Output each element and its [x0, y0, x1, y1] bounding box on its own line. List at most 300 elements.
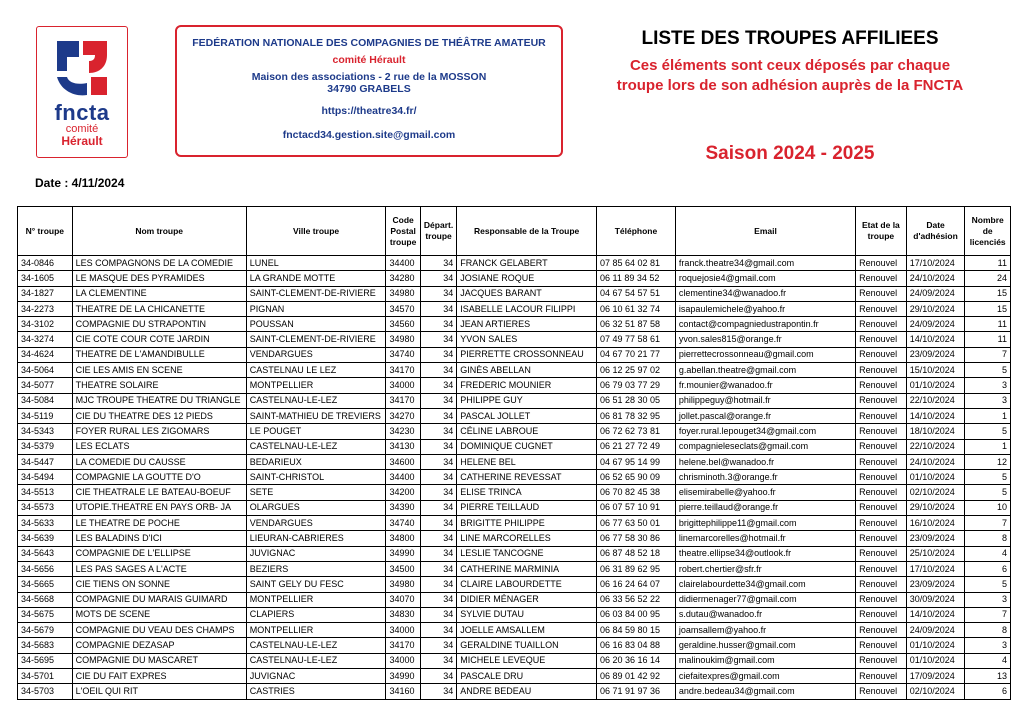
postal-code-cell: 34000 [386, 378, 420, 393]
troupe-name-cell: COMPAGNIE DE L'ELLIPSE [72, 546, 246, 561]
department-cell: 34 [420, 577, 456, 592]
troupe-number-cell: 34-5447 [18, 454, 73, 469]
licensee-count-cell: 11 [965, 332, 1011, 347]
phone-cell: 06 71 91 97 36 [596, 684, 675, 699]
troupe-city-cell: SAINT-CLEMENT-DE-RIVIERE [246, 286, 386, 301]
department-cell: 34 [420, 347, 456, 362]
membership-date-cell: 23/09/2024 [906, 577, 965, 592]
department-cell: 34 [420, 439, 456, 454]
manager-name-cell: PASCAL JOLLET [457, 408, 597, 423]
troupe-city-cell: PIGNAN [246, 301, 386, 316]
phone-cell: 06 03 84 00 95 [596, 607, 675, 622]
department-cell: 34 [420, 424, 456, 439]
troupe-city-cell: MONTPELLIER [246, 623, 386, 638]
manager-name-cell: GERALDINE TUAILLON [457, 638, 597, 653]
fncta-emblem-icon [53, 37, 111, 99]
logo-comite: comité [65, 123, 99, 135]
manager-name-cell: JEAN ARTIERES [457, 317, 597, 332]
membership-date-cell: 24/09/2024 [906, 623, 965, 638]
email-cell[interactable]: s.dutau@wanadoo.fr [675, 607, 855, 622]
troupe-number-cell: 34-3274 [18, 332, 73, 347]
phone-cell: 06 16 24 64 07 [596, 577, 675, 592]
table-row [18, 470, 1011, 485]
logo-wordmark: fncta [54, 100, 110, 125]
membership-date-cell: 01/10/2024 [906, 638, 965, 653]
membership-date-cell: 24/09/2024 [906, 317, 965, 332]
troupe-name-cell: LES PAS SAGES A L'ACTE [72, 561, 246, 576]
table-row [18, 592, 1011, 607]
licensee-count-cell: 15 [965, 301, 1011, 316]
status-cell: Renouvel [856, 332, 907, 347]
postal-code-cell: 34000 [386, 653, 420, 668]
troupe-name-cell: MOTS DE SCENE [72, 607, 246, 622]
email-cell[interactable]: chrisminoth.3@orange.fr [675, 470, 855, 485]
column-header: Code Postal troupe [386, 207, 420, 256]
postal-code-cell: 34570 [386, 301, 420, 316]
troupes-table [17, 206, 1011, 700]
troupe-number-cell: 34-5573 [18, 500, 73, 515]
membership-date-cell: 14/10/2024 [906, 607, 965, 622]
troupe-number-cell: 34-1605 [18, 271, 73, 286]
troupe-name-cell: LES COMPAGNONS DE LA COMEDIE [72, 256, 246, 271]
table-row [18, 301, 1011, 316]
table-row [18, 638, 1011, 653]
manager-name-cell: JACQUES BARANT [457, 286, 597, 301]
troupe-city-cell: SAINT GELY DU FESC [246, 577, 386, 592]
membership-date-cell: 02/10/2024 [906, 485, 965, 500]
postal-code-cell: 34070 [386, 592, 420, 607]
membership-date-cell: 01/10/2024 [906, 378, 965, 393]
table-row [18, 363, 1011, 378]
troupe-number-cell: 34-2273 [18, 301, 73, 316]
licensee-count-cell: 3 [965, 378, 1011, 393]
email-cell[interactable]: robert.chertier@sfr.fr [675, 561, 855, 576]
status-cell: Renouvel [856, 669, 907, 684]
table-header-row [18, 207, 1011, 256]
membership-date-cell: 15/10/2024 [906, 363, 965, 378]
status-cell: Renouvel [856, 607, 907, 622]
manager-name-cell: JOSIANE ROQUE [457, 271, 597, 286]
troupe-number-cell: 34-5643 [18, 546, 73, 561]
status-cell: Renouvel [856, 561, 907, 576]
licensee-count-cell: 6 [965, 684, 1011, 699]
email-cell[interactable]: isapaulemichele@yahoo.fr [675, 301, 855, 316]
department-cell: 34 [420, 531, 456, 546]
troupe-city-cell: LE POUGET [246, 424, 386, 439]
phone-cell: 06 21 27 72 49 [596, 439, 675, 454]
postal-code-cell: 34270 [386, 408, 420, 423]
email-cell[interactable]: brigittephilippe11@gmail.com [675, 516, 855, 531]
phone-cell: 06 72 62 73 81 [596, 424, 675, 439]
table-row [18, 424, 1011, 439]
troupe-city-cell: BEZIERS [246, 561, 386, 576]
department-cell: 34 [420, 653, 456, 668]
phone-cell: 06 31 89 62 95 [596, 561, 675, 576]
troupe-name-cell: CIE DU FAIT EXPRES [72, 669, 246, 684]
membership-date-cell: 18/10/2024 [906, 424, 965, 439]
troupe-name-cell: THEATRE DE L'AMANDIBULLE [72, 347, 246, 362]
licensee-count-cell: 8 [965, 531, 1011, 546]
troupe-number-cell: 34-5683 [18, 638, 73, 653]
troupe-name-cell: CIE THEATRALE LE BATEAU-BOEUF [72, 485, 246, 500]
email-cell[interactable]: pierre.teillaud@orange.fr [675, 500, 855, 515]
status-cell: Renouvel [856, 439, 907, 454]
phone-cell: 06 79 03 77 29 [596, 378, 675, 393]
manager-name-cell: CATHERINE REVESSAT [457, 470, 597, 485]
status-cell: Renouvel [856, 638, 907, 653]
department-cell: 34 [420, 470, 456, 485]
column-header: Date d'adhésion [906, 207, 965, 256]
phone-cell: 07 85 64 02 81 [596, 256, 675, 271]
troupe-city-cell: BEDARIEUX [246, 454, 386, 469]
email-cell[interactable]: yvon.sales815@orange.fr [675, 332, 855, 347]
email-cell[interactable]: pierrettecrossonneau@gmail.com [675, 347, 855, 362]
fncta-logo [36, 26, 128, 158]
troupe-name-cell: COMPAGNIE LA GOUTTE D'O [72, 470, 246, 485]
postal-code-cell: 34390 [386, 500, 420, 515]
table-row [18, 332, 1011, 347]
phone-cell: 06 11 89 34 52 [596, 271, 675, 286]
status-cell: Renouvel [856, 577, 907, 592]
email-cell[interactable]: clementine34@wanadoo.fr [675, 286, 855, 301]
table-row [18, 454, 1011, 469]
licensee-count-cell: 5 [965, 424, 1011, 439]
federation-name: FEDÉRATION NATIONALE DES COMPAGNIES DE THÉÂTRE AMATEUR [192, 37, 546, 49]
email-cell[interactable]: philippeguy@hotmail.fr [675, 393, 855, 408]
postal-code-cell: 34400 [386, 470, 420, 485]
troupe-number-cell: 34-5665 [18, 577, 73, 592]
email-cell[interactable]: jollet.pascal@orange.fr [675, 408, 855, 423]
email-cell[interactable]: roquejosie4@gmail.com [675, 271, 855, 286]
troupe-number-cell: 34-5701 [18, 669, 73, 684]
troupe-number-cell: 34-0846 [18, 256, 73, 271]
troupe-name-cell: FOYER RURAL LES ZIGOMARS [72, 424, 246, 439]
table-row [18, 669, 1011, 684]
troupe-city-cell: LA GRANDE MOTTE [246, 271, 386, 286]
column-header: Départ. troupe [420, 207, 456, 256]
column-header: Email [675, 207, 855, 256]
status-cell: Renouvel [856, 531, 907, 546]
postal-code-cell: 34000 [386, 623, 420, 638]
table-row [18, 256, 1011, 271]
licensee-count-cell: 5 [965, 363, 1011, 378]
department-cell: 34 [420, 271, 456, 286]
phone-cell: 06 84 59 80 15 [596, 623, 675, 638]
manager-name-cell: PIERRE TEILLAUD [457, 500, 597, 515]
troupe-number-cell: 34-1827 [18, 286, 73, 301]
troupe-name-cell: THEATRE DE LA CHICANETTE [72, 301, 246, 316]
phone-cell: 06 32 51 87 58 [596, 317, 675, 332]
troupe-number-cell: 34-5084 [18, 393, 73, 408]
troupe-city-cell: JUVIGNAC [246, 546, 386, 561]
column-header: Nombre de licenciés [965, 207, 1011, 256]
phone-cell: 06 51 28 30 05 [596, 393, 675, 408]
troupe-number-cell: 34-5639 [18, 531, 73, 546]
licensee-count-cell: 3 [965, 638, 1011, 653]
troupe-number-cell: 34-5119 [18, 408, 73, 423]
troupe-name-cell: UTOPIE.THEATRE EN PAYS ORB- JA [72, 500, 246, 515]
department-cell: 34 [420, 454, 456, 469]
licensee-count-cell: 6 [965, 561, 1011, 576]
troupe-number-cell: 34-3102 [18, 317, 73, 332]
licensee-count-cell: 24 [965, 271, 1011, 286]
logo-region: Hérault [61, 134, 103, 148]
manager-name-cell: CATHERINE MARMINIA [457, 561, 597, 576]
status-cell: Renouvel [856, 485, 907, 500]
email-cell[interactable]: clairelabourdette34@gmail.com [675, 577, 855, 592]
status-cell: Renouvel [856, 317, 907, 332]
troupe-city-cell: CASTRIES [246, 684, 386, 699]
troupe-name-cell: COMPAGNIE DU MASCARET [72, 653, 246, 668]
licensee-count-cell: 15 [965, 286, 1011, 301]
phone-cell: 06 87 48 52 18 [596, 546, 675, 561]
department-cell: 34 [420, 363, 456, 378]
troupe-number-cell: 34-5077 [18, 378, 73, 393]
email-cell[interactable]: compagnieleseclats@gmail.com [675, 439, 855, 454]
troupe-name-cell: MJC TROUPE THEATRE DU TRIANGLE [72, 393, 246, 408]
email-cell[interactable]: franck.theatre34@gmail.com [675, 256, 855, 271]
membership-date-cell: 14/10/2024 [906, 332, 965, 347]
table-row [18, 500, 1011, 515]
licensee-count-cell: 7 [965, 607, 1011, 622]
troupe-name-cell: CIE TIENS ON SONNE [72, 577, 246, 592]
membership-date-cell: 14/10/2024 [906, 408, 965, 423]
postal-code-cell: 34400 [386, 256, 420, 271]
status-cell: Renouvel [856, 684, 907, 699]
postal-code-cell: 34170 [386, 393, 420, 408]
table-row [18, 408, 1011, 423]
troupe-number-cell: 34-5513 [18, 485, 73, 500]
status-cell: Renouvel [856, 378, 907, 393]
troupe-number-cell: 34-5675 [18, 607, 73, 622]
troupe-name-cell: LE MASQUE DES PYRAMIDES [72, 271, 246, 286]
table-row [18, 653, 1011, 668]
membership-date-cell: 17/10/2024 [906, 256, 965, 271]
column-header: Nom troupe [72, 207, 246, 256]
email-cell[interactable]: contact@compagniedustrapontin.fr [675, 317, 855, 332]
department-cell: 34 [420, 332, 456, 347]
table-row [18, 271, 1011, 286]
department-cell: 34 [420, 623, 456, 638]
federation-city: 34790 GRABELS [327, 83, 411, 95]
department-cell: 34 [420, 317, 456, 332]
troupe-city-cell: SETE [246, 485, 386, 500]
status-cell: Renouvel [856, 454, 907, 469]
status-cell: Renouvel [856, 516, 907, 531]
email-cell[interactable]: andre.bedeau34@gmail.com [675, 684, 855, 699]
phone-cell: 04 67 95 14 99 [596, 454, 675, 469]
department-cell: 34 [420, 256, 456, 271]
federation-email-link[interactable]: fnctacd34.gestion.site@gmail.com [282, 129, 456, 141]
email-cell[interactable]: geraldine.husser@gmail.com [675, 638, 855, 653]
licensee-count-cell: 5 [965, 577, 1011, 592]
membership-date-cell: 01/10/2024 [906, 653, 965, 668]
troupe-number-cell: 34-4624 [18, 347, 73, 362]
licensee-count-cell: 7 [965, 516, 1011, 531]
licensee-count-cell: 7 [965, 347, 1011, 362]
membership-date-cell: 02/10/2024 [906, 684, 965, 699]
manager-name-cell: MICHELE LEVEQUE [457, 653, 597, 668]
email-cell[interactable]: joamsallem@yahoo.fr [675, 623, 855, 638]
manager-name-cell: YVON SALES [457, 332, 597, 347]
troupe-number-cell: 34-5343 [18, 424, 73, 439]
licensee-count-cell: 1 [965, 439, 1011, 454]
troupe-city-cell: OLARGUES [246, 500, 386, 515]
troupe-number-cell: 34-5656 [18, 561, 73, 576]
licensee-count-cell: 11 [965, 256, 1011, 271]
table-row [18, 546, 1011, 561]
status-cell: Renouvel [856, 347, 907, 362]
department-cell: 34 [420, 546, 456, 561]
column-header: Responsable de la Troupe [457, 207, 597, 256]
membership-date-cell: 01/10/2024 [906, 470, 965, 485]
email-cell[interactable]: elisemirabelle@yahoo.fr [675, 485, 855, 500]
manager-name-cell: BRIGITTE PHILIPPE [457, 516, 597, 531]
troupe-city-cell: CASTELNAU-LE-LEZ [246, 638, 386, 653]
department-cell: 34 [420, 607, 456, 622]
table-row [18, 607, 1011, 622]
troupe-city-cell: SAINT-MATHIEU DE TREVIERS [246, 408, 386, 423]
troupe-city-cell: SAINT-CHRISTOL [246, 470, 386, 485]
status-cell: Renouvel [856, 256, 907, 271]
status-cell: Renouvel [856, 500, 907, 515]
federation-committee: comité Hérault [332, 54, 406, 66]
table-row [18, 684, 1011, 699]
table-row [18, 485, 1011, 500]
phone-cell: 04 67 54 57 51 [596, 286, 675, 301]
postal-code-cell: 34500 [386, 561, 420, 576]
table-row [18, 531, 1011, 546]
troupe-name-cell: CIE LES AMIS EN SCENE [72, 363, 246, 378]
postal-code-cell: 34170 [386, 638, 420, 653]
troupe-city-cell: JUVIGNAC [246, 669, 386, 684]
licensee-count-cell: 4 [965, 653, 1011, 668]
postal-code-cell: 34600 [386, 454, 420, 469]
troupe-name-cell: COMPAGNIE DU MARAIS GUIMARD [72, 592, 246, 607]
email-cell[interactable]: didiermenager77@gmail.com [675, 592, 855, 607]
department-cell: 34 [420, 516, 456, 531]
troupe-city-cell: MONTPELLIER [246, 378, 386, 393]
column-header: Etat de la troupe [856, 207, 907, 256]
manager-name-cell: ELISE TRINCA [457, 485, 597, 500]
manager-name-cell: SYLVIE DUTAU [457, 607, 597, 622]
troupe-city-cell: CASTELNAU-LE-LEZ [246, 653, 386, 668]
status-cell: Renouvel [856, 286, 907, 301]
department-cell: 34 [420, 301, 456, 316]
department-cell: 34 [420, 684, 456, 699]
troupe-number-cell: 34-5494 [18, 470, 73, 485]
email-cell[interactable]: linemarcorelles@hotmail.fr [675, 531, 855, 546]
status-cell: Renouvel [856, 592, 907, 607]
phone-cell: 06 16 83 04 88 [596, 638, 675, 653]
licensee-count-cell: 1 [965, 408, 1011, 423]
column-header: Téléphone [596, 207, 675, 256]
troupe-number-cell: 34-5679 [18, 623, 73, 638]
table-row [18, 623, 1011, 638]
licensee-count-cell: 3 [965, 393, 1011, 408]
email-cell[interactable]: foyer.rural.lepouget34@gmail.com [675, 424, 855, 439]
department-cell: 34 [420, 485, 456, 500]
manager-name-cell: JOELLE AMSALLEM [457, 623, 597, 638]
email-cell[interactable]: g.abellan.theatre@gmail.com [675, 363, 855, 378]
postal-code-cell: 34990 [386, 546, 420, 561]
licensee-count-cell: 3 [965, 592, 1011, 607]
postal-code-cell: 34980 [386, 332, 420, 347]
department-cell: 34 [420, 393, 456, 408]
table-row [18, 317, 1011, 332]
troupe-name-cell: LES BALADINS D'ICI [72, 531, 246, 546]
department-cell: 34 [420, 500, 456, 515]
phone-cell: 06 89 01 42 92 [596, 669, 675, 684]
table-row [18, 393, 1011, 408]
department-cell: 34 [420, 669, 456, 684]
manager-name-cell: GINÈS ABELLAN [457, 363, 597, 378]
manager-name-cell: LINE MARCORELLES [457, 531, 597, 546]
licensee-count-cell: 5 [965, 485, 1011, 500]
page-title: LISTE DES TROUPES AFFILIEES [641, 28, 939, 49]
membership-date-cell: 29/10/2024 [906, 500, 965, 515]
troupe-city-cell: CASTELNAU-LE-LEZ [246, 439, 386, 454]
phone-cell: 04 67 70 21 77 [596, 347, 675, 362]
federation-box [175, 25, 563, 157]
email-cell[interactable]: ciefaitexpres@gmail.com [675, 669, 855, 684]
postal-code-cell: 34830 [386, 607, 420, 622]
troupe-name-cell: LES ECLATS [72, 439, 246, 454]
troupe-number-cell: 34-5379 [18, 439, 73, 454]
licensee-count-cell: 5 [965, 470, 1011, 485]
page-subtitle: Ces éléments sont ceux déposés par chaque troupe lors de son adhésion auprès de la FNCTA [616, 57, 964, 94]
email-cell[interactable]: fr.mounier@wanadoo.fr [675, 378, 855, 393]
membership-date-cell: 24/10/2024 [906, 454, 965, 469]
membership-date-cell: 17/09/2024 [906, 669, 965, 684]
membership-date-cell: 29/10/2024 [906, 301, 965, 316]
federation-website-link[interactable]: https://theatre34.fr/ [321, 105, 417, 117]
manager-name-cell: FRANCK GELABERT [457, 256, 597, 271]
troupe-number-cell: 34-5668 [18, 592, 73, 607]
postal-code-cell: 34740 [386, 516, 420, 531]
manager-name-cell: DOMINIQUE CUGNET [457, 439, 597, 454]
department-cell: 34 [420, 408, 456, 423]
manager-name-cell: FREDERIC MOUNIER [457, 378, 597, 393]
licensee-count-cell: 10 [965, 500, 1011, 515]
manager-name-cell: PHILIPPE GUY [457, 393, 597, 408]
manager-name-cell: PASCALE DRU [457, 669, 597, 684]
phone-cell: 06 70 82 45 38 [596, 485, 675, 500]
email-cell[interactable]: malinoukim@gmail.com [675, 653, 855, 668]
manager-name-cell: PIERRETTE CROSSONNEAU [457, 347, 597, 362]
troupe-city-cell: POUSSAN [246, 317, 386, 332]
troupe-name-cell: THEATRE SOLAIRE [72, 378, 246, 393]
troupe-name-cell: COMPAGNIE DEZASAP [72, 638, 246, 653]
licensee-count-cell: 8 [965, 623, 1011, 638]
table-row [18, 347, 1011, 362]
phone-cell: 06 10 61 32 74 [596, 301, 675, 316]
department-cell: 34 [420, 378, 456, 393]
membership-date-cell: 23/09/2024 [906, 531, 965, 546]
licensee-count-cell: 12 [965, 454, 1011, 469]
table-row [18, 516, 1011, 531]
troupe-number-cell: 34-5064 [18, 363, 73, 378]
status-cell: Renouvel [856, 653, 907, 668]
email-cell[interactable]: theatre.ellipse34@outlook.fr [675, 546, 855, 561]
manager-name-cell: CÉLINE LABROUE [457, 424, 597, 439]
troupe-name-cell: LA COMEDIE DU CAUSSE [72, 454, 246, 469]
status-cell: Renouvel [856, 363, 907, 378]
membership-date-cell: 17/10/2024 [906, 561, 965, 576]
email-cell[interactable]: helene.bel@wanadoo.fr [675, 454, 855, 469]
postal-code-cell: 34800 [386, 531, 420, 546]
postal-code-cell: 34200 [386, 485, 420, 500]
